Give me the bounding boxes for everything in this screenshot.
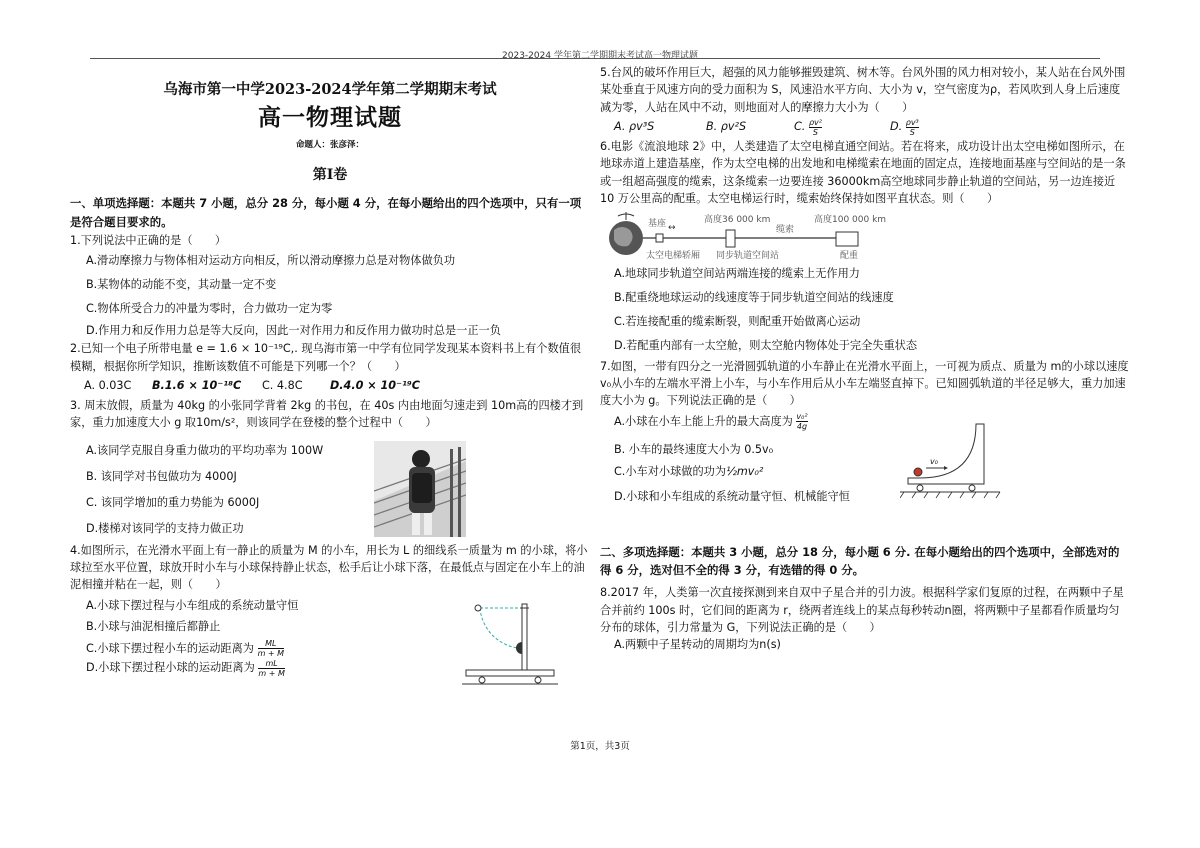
student-stairs-photo: [374, 441, 466, 537]
q6-option-a: A.地球同步轨道空间站两端连接的缆索上无作用力: [614, 266, 860, 280]
exam-title: 乌海市第一中学2023-2024学年第二学期期末考试: [163, 81, 497, 98]
q4-option-d-text: D.小球下摆过程小球的运动距离为: [86, 661, 255, 675]
q7-a-denominator: 4g: [796, 422, 808, 432]
fig-counterweight-label: 配重: [840, 250, 859, 261]
q4-option-c-text: C.小球下摆过程小车的运动距离为: [86, 641, 254, 655]
q3-options: [70, 438, 370, 542]
left-column: [70, 76, 590, 678]
q6-stem: 6.电影《流浪地球 2》中，人类建造了太空电梯直通空间站。若在将来，成功设计出太空电梯如图所示，在地球赤道上建造基座，作为太空电梯的出发地和电梯缆索在地面的固定点，连接地面基座与空间站的是一条或一组超高强度的缆索，这条缆索一边要连接 36000km高空地球同步静止轨道的空间站，另一边连接近 10 万公里高的配重。太空电梯运行时，缆索始终保持如图平直状态。则（ ）: [600, 140, 1126, 206]
q4-option-d-fraction: [258, 659, 284, 678]
q2-stem: 2.已知一个电子所带电量 e = 1.6 × 10⁻¹⁹C,. 现乌海市第一中学有位同学发现某本资料书上有个数值很模糊，根据你所学知识，推断该数值不可能是下列哪一个？（ ）: [70, 342, 582, 373]
question-6: [600, 138, 1130, 357]
q7-option-b: B. 小车的最终速度大小为 0.5v₀: [614, 442, 774, 456]
q7-c-work: ½mv₀²: [726, 464, 764, 478]
question-5: [600, 64, 1130, 138]
q1-option-c: C.物体所受合力的冲量为零时，合力做功一定为零: [86, 302, 333, 316]
q4-option-c-fraction: [258, 639, 284, 658]
q4-d-denominator: m + M: [258, 668, 285, 678]
question-7: [600, 358, 1130, 509]
page-footer: 第1页，共3页: [570, 741, 630, 752]
fig-cable-label: 缆索: [776, 224, 795, 235]
q2-option-a: A. 0.03C: [84, 379, 132, 393]
q8-stem: 8.2017 年，人类第一次直接探测到来自双中子星合并的引力波。根据科学家们复原的过程，在两颗中子星合并前约 100s 时，它们间的距离为 r，绕两者连线上的某点每秒转动n圈，将两颗中子星都看作质量均匀分布的球体，引力常量为 G，下列说法正确的是（ ）: [600, 586, 1124, 634]
spacer: [600, 509, 1130, 543]
q6-option-d: D.若配重内部有一太空舱，则太空舱内物体处于完全失重状态: [614, 338, 918, 352]
q5-c-fraction: [809, 118, 822, 137]
q7-option-a-text: A.小球在小车上能上升的最大高度为: [614, 414, 793, 428]
q5-option-c-label: C.: [794, 120, 806, 134]
q1-stem: 1.下列说法中正确的是（ ）: [70, 233, 227, 247]
question-2: [70, 340, 590, 397]
q7-stem: 7.如图，一带有四分之一光滑圆弧轨道的小车静止在光滑水平面上，一可视为质点、质量为 m的小球以速度 v₀从小车的左端水平滑上小车，与小车作用后从小车左端竖直掉下。已知圆弧轨道的半径足够大，重力加速度大小为 g。下列说法正确的是（ ）: [600, 359, 1129, 408]
q1-option-a: A.滑动摩擦力与物体相对运动方向相反，所以滑动摩擦力总是对物体做负功: [86, 254, 456, 268]
fig-station-label: 同步轨道空间站: [716, 250, 780, 261]
fig-base-label: 基座: [648, 218, 667, 229]
q3-option-c: C. 该同学增加的重力势能为 6000J: [86, 495, 260, 509]
cart-pendulum-figure: [462, 600, 558, 686]
q5-options: [614, 116, 1130, 138]
section1-heading: 一、单项选择题：本题共 7 小题，总分 28 分，每小题 4 分，在每小题给出的四个选项中，只有一项是符合题目要求的。: [70, 196, 582, 230]
header-rule: [90, 58, 1100, 59]
q4-stem: 4.如图所示，在光滑水平面上有一静止的质量为 M 的小车，用长为 L 的细线系一质量为 m 的小球，将小球拉至水平位置，球放开时小车与小球保持静止状态，松手后让小球下落，在最低点与固定在小车上的油泥相撞并粘在一起，则（ ）: [70, 543, 588, 592]
q4-c-numerator: ML: [258, 639, 284, 649]
q5-d-numerator: ρv³: [905, 117, 919, 127]
q7-option-d: D.小球和小车组成的系统动量守恒、机械能守恒: [614, 489, 850, 503]
q5-option-c: [794, 116, 890, 138]
q7-option-a: [614, 410, 1130, 434]
right-column: [600, 64, 1130, 654]
volume-heading: 第Ⅰ卷: [312, 166, 348, 183]
q5-stem: 5.台风的破坏作用巨大，超强的风力能够摧毁建筑、树木等。台风外围的风力相对较小，某人站在台风外围某处垂直于风速方向的受力面积为 S，风速沿水平方向、大小为 v，空气密度为ρ，若风吹到人身上后速度减为零，人站在风中不动，则地面对人的摩擦力大小为（ ）: [600, 66, 1126, 114]
q5-option-b: B. ρv²S: [706, 120, 747, 134]
q4-option-a: A.小球下摆过程与小车组成的系统动量守恒: [86, 598, 299, 612]
q2-options: [84, 375, 590, 397]
q5-c-numerator: ρv²: [808, 117, 822, 127]
q4-c-denominator: m + M: [257, 649, 285, 659]
q1-option-b: B.某物体的动能不变，其动量一定不变: [86, 278, 277, 292]
q2-option-b: B.1.6 × 10⁻¹⁸C: [152, 379, 242, 393]
q5-c-denominator: S: [812, 127, 818, 137]
q4-d-numerator: mL: [258, 659, 284, 669]
q5-option-d-label: D.: [890, 120, 903, 134]
subject-title: 高一物理试题: [258, 104, 402, 132]
q5-d-fraction: [906, 118, 919, 137]
q3-option-d: D.楼梯对该同学的支持力做正功: [86, 521, 244, 535]
q1-option-d: D.作用力和反作用力总是等大反向，因此一对作用力和反作用力做功时总是一正一负: [86, 324, 501, 338]
q7-a-fraction: [796, 412, 807, 431]
q2-option-c: C. 4.8C: [262, 379, 303, 393]
page-header: 2023-2024 学年第二学期期末考试高一物理试题: [502, 51, 698, 61]
question-8: [600, 584, 1130, 654]
section2-heading: 二、多项选择题：本题共 3 小题，总分 18 分，每小题 6 分. 在每小题给出的四个选项中，全部选对的得 6 分，选对但不全的得 3 分，有选错的得 0 分。: [600, 544, 1120, 578]
question-4: [70, 542, 590, 678]
q3-option-b: B. 该同学对书包做功为 4000J: [86, 469, 237, 483]
fig-height1-label: 高度36 000 km: [704, 214, 771, 225]
q5-option-a: A. ρv³S: [614, 120, 655, 134]
fig-arrow-icon: ↔: [668, 222, 676, 233]
curved-track-figure: [900, 420, 1004, 502]
q7-a-numerator: v₀²: [796, 412, 808, 422]
q8-option-a: A.两颗中子星转动的周期均为n(s): [614, 638, 781, 652]
q6-option-b: B.配重绕地球运动的线速度等于同步轨道空间站的线速度: [614, 290, 894, 304]
q7-option-c: [614, 462, 1130, 481]
q3-option-a: A.该同学克服自身重力做功的平均功率为 100W: [86, 443, 324, 457]
fig-height2-label: 高度100 000 km: [814, 214, 887, 225]
space-elevator-figure: [604, 210, 904, 262]
question-1: [70, 232, 590, 340]
q5-d-denominator: S: [909, 127, 915, 137]
fig-cabin-label: 太空电梯轿厢: [646, 250, 701, 261]
q4-option-b: B.小球与油泥相撞后都静止: [86, 619, 221, 633]
author-line: 命题人：张彦泽：: [295, 140, 364, 151]
velocity-label: v₀: [930, 456, 938, 466]
q3-stem: 3. 周末放假，质量为 40kg 的小张同学背着 2kg 的书包，在 40s 内由地面匀速走到 10m高的四楼才到家，重力加速度大小 g 取10m/s²，则该同学在登楼的整个过程中（ ）: [70, 399, 584, 430]
q7-option-c-text: C.小车对小球做的功为: [614, 464, 727, 478]
q6-option-c: C.若连接配重的缆索断裂，则配重开始做离心运动: [614, 314, 861, 328]
question-3: [70, 397, 590, 542]
q5-option-d: [890, 116, 919, 138]
q2-option-d: D.4.0 × 10⁻¹⁹C: [330, 379, 421, 393]
